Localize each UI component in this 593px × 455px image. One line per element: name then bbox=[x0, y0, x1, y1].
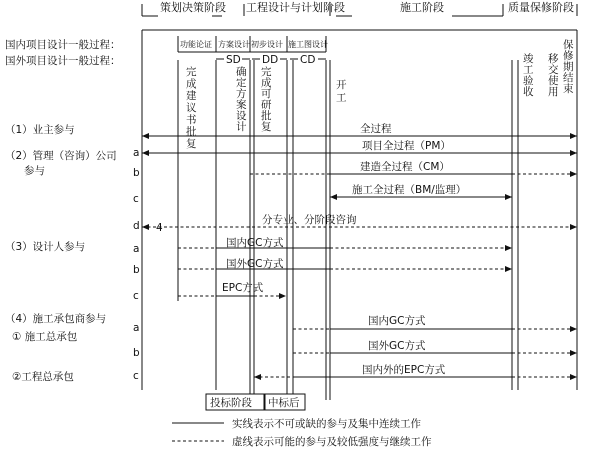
row-gc: ① 施工总承包 bbox=[12, 331, 78, 343]
letter-des-c: c bbox=[133, 290, 139, 302]
bid-stage-label: 投标阶段 bbox=[210, 397, 252, 409]
subphase-header bbox=[178, 36, 328, 66]
letter-mgmt-a: a bbox=[133, 147, 140, 159]
code-cd: CD bbox=[300, 54, 316, 66]
phase-design: 工程设计与计划阶段 bbox=[246, 1, 345, 14]
letter-mgmt-c: c bbox=[133, 193, 139, 205]
bar-label-cm: 建造全过程（CM） bbox=[360, 161, 450, 173]
subphase-scheme: 方案设计 bbox=[218, 40, 250, 49]
letter-des-a: a bbox=[133, 243, 140, 255]
code-dd: DD bbox=[262, 54, 279, 66]
bar-label-con-b: 国外GC方式 bbox=[368, 340, 426, 352]
d-marker: 4 bbox=[156, 222, 163, 234]
row-designer: （3）设计人参与 bbox=[5, 241, 86, 253]
row-mgmt: （2）管理（咨询）公司 bbox=[5, 150, 117, 162]
row-epc: ②工程总承包 bbox=[12, 371, 74, 383]
letter-con-a: a bbox=[133, 322, 140, 334]
code-sd: SD bbox=[226, 54, 241, 66]
letter-con-b: b bbox=[133, 347, 140, 359]
subphase-construction-drawing: 施工图设计 bbox=[288, 40, 328, 49]
milestone-completion-acceptance: 竣工验收 bbox=[523, 53, 534, 98]
bar-label-full: 全过程 bbox=[360, 123, 392, 135]
bar-label-con-c: 国内外的EPC方式 bbox=[362, 364, 446, 376]
phase-header bbox=[142, 0, 577, 30]
legend-dashed-text: 虚线表示可能的参与及较低强度与继续工作 bbox=[232, 436, 432, 448]
subphase-feasibility: 功能论证 bbox=[180, 40, 212, 49]
letter-con-c: c bbox=[133, 370, 139, 382]
bar-label-des-c: EPC方式 bbox=[222, 282, 264, 294]
milestone-warranty-end: 保修期结束 bbox=[563, 39, 574, 95]
legend bbox=[172, 417, 432, 448]
bar-label-pm: 项目全过程（PM） bbox=[362, 140, 451, 152]
legend-solid-text: 实线表示不可或缺的参与及集中连续工作 bbox=[232, 418, 421, 430]
bar-label-des-b: 国外GC方式 bbox=[226, 258, 284, 270]
domestic-process-label: 国内项目设计一般过程： bbox=[5, 39, 121, 51]
foreign-process-label: 国外项目设计一般过程： bbox=[5, 55, 121, 67]
bar-label-consult: 分专业、分阶段咨询 bbox=[262, 214, 357, 226]
bar-label-des-a: 国内GC方式 bbox=[226, 237, 284, 249]
letter-des-b: b bbox=[133, 264, 140, 276]
subphase-preliminary: 初步设计 bbox=[251, 40, 283, 49]
letter-mgmt-d: d bbox=[133, 220, 140, 232]
row-contractor: （4）施工承包商参与 bbox=[5, 313, 107, 325]
milestone-feasibility-approval: 完成可研批复 bbox=[261, 66, 272, 133]
phase-construction: 施工阶段 bbox=[400, 1, 444, 14]
bar-label-bm: 施工全过程（BM/监理） bbox=[352, 184, 467, 196]
bar-label-con-a: 国内GC方式 bbox=[368, 315, 426, 327]
milestone-scheme-confirmed: 确定方案设计 bbox=[236, 66, 247, 133]
milestone-start: 开工 bbox=[336, 79, 347, 104]
letter-mgmt-b: b bbox=[133, 167, 140, 179]
row-owner: （1）业主参与 bbox=[5, 124, 75, 136]
phase-decision: 策划决策阶段 bbox=[160, 1, 226, 14]
phase-warranty: 质量保修阶段 bbox=[508, 1, 574, 14]
milestone-handover: 移交使用 bbox=[548, 53, 559, 98]
milestone-proposal-approval: 完成建议书批复 bbox=[186, 66, 197, 150]
vertical-guides bbox=[142, 30, 577, 400]
row-mgmt-cont: 参与 bbox=[24, 165, 45, 177]
award-stage-label: 中标后 bbox=[268, 397, 300, 409]
bottom-stages bbox=[206, 394, 305, 410]
